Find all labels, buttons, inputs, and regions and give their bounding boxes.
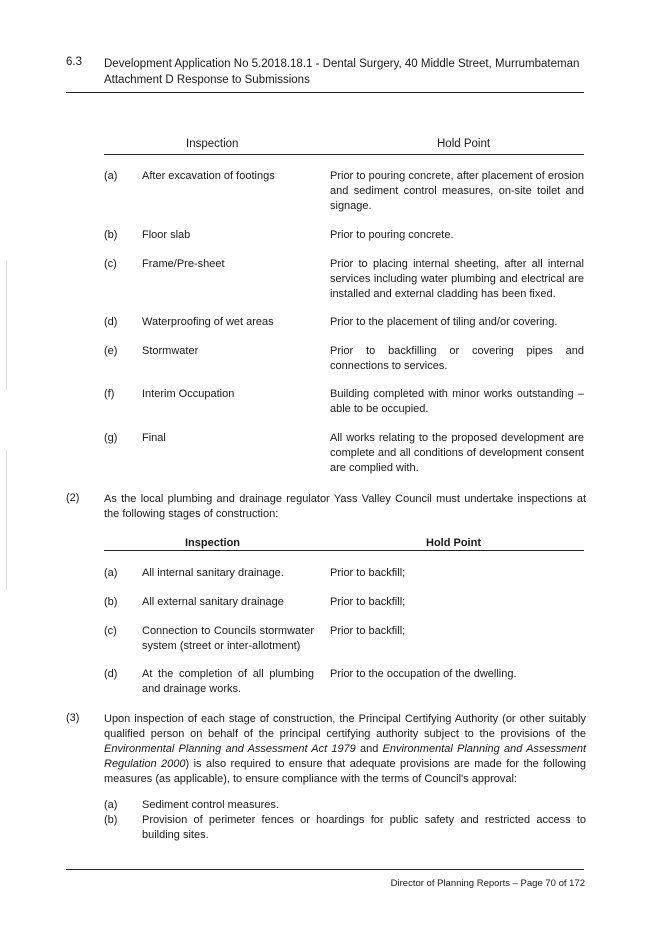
paragraph-text-part: ) is also required to ensure that adequate provisions are made for the following measures (as applicable), to ensure compliance with the terms of Council's approval: — [104, 758, 587, 785]
table2-header-inspection: Inspection — [185, 537, 241, 549]
row-inspection: After excavation of footings — [142, 170, 275, 182]
table1-header-hold-point: Hold Point — [437, 138, 491, 150]
title-line-2: Attachment D Response to Submissions — [104, 74, 310, 86]
act-name: Environmental Planning and Assessment Act 1979 — [104, 743, 356, 755]
row-hold-point: Prior to pouring concrete. — [330, 229, 454, 241]
row-label: (b) — [104, 596, 118, 608]
row-hold-point: Prior to the placement of tiling and/or covering. — [330, 316, 558, 328]
row-inspection: Final — [142, 432, 166, 444]
row-hold-point: Building completed with minor works outstanding – able to be occupied. — [330, 388, 584, 415]
row-label: (f) — [104, 388, 115, 400]
row-label: (c) — [104, 625, 117, 637]
row-hold-point: Prior to the occupation of the dwelling. — [330, 668, 517, 680]
row-inspection: Stormwater — [142, 345, 199, 357]
paragraph-text: As the local plumbing and drainage regulator Yass Valley Council must undertake inspections at the following stages of construction: — [104, 493, 586, 520]
row-hold-point: Prior to placing internal sheeting, after all internal services including water plumbing and electrical are installed and external cladding has been fixed. — [330, 258, 584, 300]
section-number: 6.3 — [66, 56, 82, 68]
header-rule — [66, 92, 584, 93]
row-label: (g) — [104, 432, 118, 444]
list-item-label: (a) — [104, 799, 118, 811]
list-item-text: Provision of perimeter fences or hoardings for public safety and restricted access to building sites. — [142, 814, 586, 841]
row-hold-point: Prior to backfilling or covering pipes and connections to services. — [330, 345, 584, 372]
row-inspection: At the completion of all plumbing and drainage works. — [142, 668, 314, 695]
paragraph-number: (3) — [66, 712, 80, 724]
row-inspection: All internal sanitary drainage. — [142, 567, 284, 579]
row-label: (a) — [104, 170, 118, 182]
row-label: (d) — [104, 316, 118, 328]
row-inspection: Floor slab — [142, 229, 191, 241]
table2-header-hold-point: Hold Point — [426, 537, 481, 549]
list-item-text: Sediment control measures. — [142, 799, 279, 811]
row-hold-point: Prior to backfill; — [330, 567, 406, 579]
title-line-1: Development Application No 5.2018.18.1 - Dental Surgery, 40 Middle Street, Murrumbateman — [104, 58, 580, 70]
row-hold-point: Prior to backfill; — [330, 625, 406, 637]
row-inspection: All external sanitary drainage — [142, 596, 284, 608]
paragraph-text — [104, 712, 586, 787]
regulation-name: Environmental Planning and Assessment Regulation 2000 — [104, 743, 586, 770]
row-label: (d) — [104, 668, 118, 680]
row-label: (b) — [104, 229, 118, 241]
row-hold-point: Prior to pouring concrete, after placement of erosion and sediment control measures, on-site toilet and signage. — [330, 170, 584, 212]
table1-header-rule — [104, 154, 584, 155]
row-inspection: Interim Occupation — [142, 388, 235, 400]
page-footer: Director of Planning Reports – Page 70 of 172 — [390, 878, 585, 889]
row-label: (c) — [104, 258, 117, 270]
row-inspection: Connection to Councils stormwater system (street or inter-allotment) — [142, 625, 314, 652]
paragraph-number: (2) — [66, 492, 80, 504]
row-label: (e) — [104, 345, 118, 357]
scan-mark — [6, 260, 7, 390]
row-hold-point: All works relating to the proposed development are complete and all conditions of development consent are complied with. — [330, 432, 584, 474]
table2-header-rule — [104, 550, 584, 551]
table1-header-inspection: Inspection — [186, 138, 239, 150]
row-label: (a) — [104, 567, 118, 579]
footer-rule — [66, 869, 584, 870]
paragraph-text-part: Upon inspection of each stage of construction, the Principal Certifying Authority (or other suitably qualified person on behalf of the principal certifying authority subject to the provisions of the — [104, 713, 586, 740]
row-inspection: Frame/Pre-sheet — [142, 258, 225, 270]
row-inspection: Waterproofing of wet areas — [142, 316, 274, 328]
list-item-label: (b) — [104, 814, 118, 826]
document-title — [104, 56, 624, 88]
scan-mark — [6, 450, 7, 590]
row-hold-point: Prior to backfill; — [330, 596, 406, 608]
paragraph-text-part: and — [355, 743, 383, 755]
